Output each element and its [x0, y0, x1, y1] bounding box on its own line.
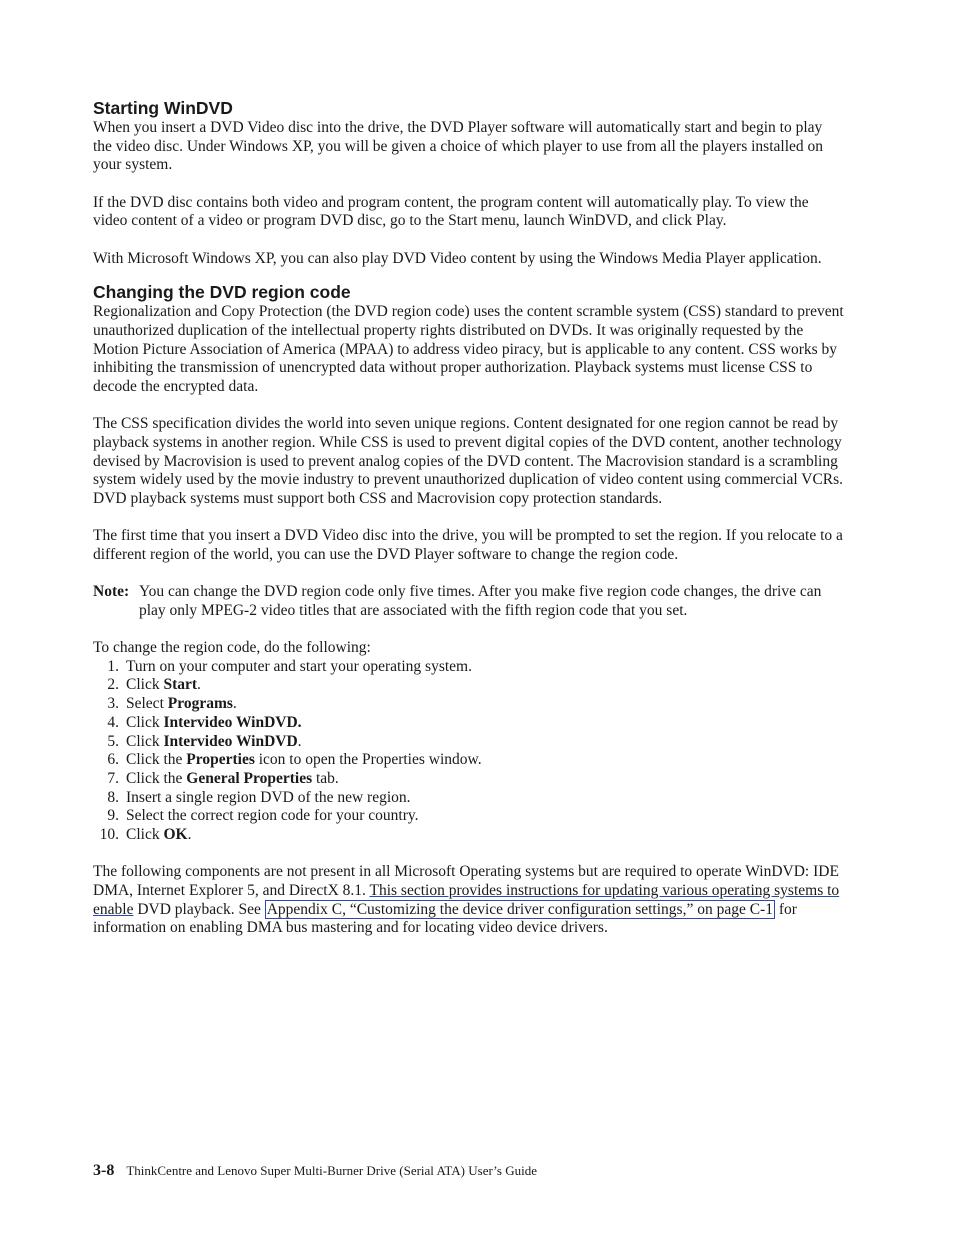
list-item: [93, 733, 845, 752]
step-number: 6.: [107, 751, 119, 769]
step-number: 4.: [107, 713, 119, 731]
step-text: Select: [126, 695, 168, 713]
note-text: You can change the DVD region code only five times. After you make five region code changes, the drive can play only MPEG-2 video titles that are associated with the fifth region code that you set.: [139, 583, 822, 619]
appendix-c-link[interactable]: Appendix C, “Customizing the device driver configuration settings,” on page C-1: [266, 900, 773, 918]
page-number: 3-8: [93, 1162, 115, 1179]
paragraph: When you insert a DVD Video disc into the drive, the DVD Player software will automatically start and begin to play the video disc. Under Windows XP, you will be given a choice of which player to use from all the players installed on your system.: [93, 119, 824, 174]
step-number: 10.: [99, 826, 119, 844]
step-number: 7.: [107, 769, 119, 787]
footer-title: ThinkCentre and Lenovo Super Multi-Burner Drive (Serial ATA) User’s Guide: [126, 1163, 537, 1178]
step-number: 3.: [107, 695, 119, 713]
steps-intro: To change the region code, do the following:: [93, 639, 371, 657]
step-bold: General Properties: [186, 769, 313, 787]
step-bold: Start: [163, 676, 198, 694]
steps-list: [93, 658, 845, 845]
step-bold: Properties: [186, 751, 255, 769]
list-item: [93, 658, 845, 677]
step-number: 1.: [107, 657, 119, 675]
list-item: [93, 826, 845, 845]
heading-starting-windvd: Starting WinDVD: [93, 98, 233, 118]
step-text: Click the: [126, 769, 187, 787]
list-item: [93, 676, 845, 695]
paragraph: The CSS specification divides the world into seven unique regions. Content designated for one region cannot be read by playback systems in another region. While CSS is used to prevent digital copies of the DVD content, another technology devised by Macrovision is used to prevent analog copies of the DVD content. The Macrovision standard is a scrambling system widely used by the movie industry to prevent unauthorized duplication of video content using commercial VCRs. DVD playback systems must support both CSS and Macrovision copy protection standards.: [93, 415, 844, 508]
note: [93, 583, 845, 620]
page-footer: [93, 1161, 537, 1181]
underlined-text: This section provides instructions for updating various operating systems to enable: [93, 882, 840, 918]
text-run: The following components are not present in all Microsoft Operating systems but are required to operate WinDVD: IDE DMA, Internet Explorer 5, and DirectX 8.1.: [93, 863, 839, 899]
note-label: Note:: [93, 583, 130, 601]
paragraph: Regionalization and Copy Protection (the DVD region code) uses the content scramble system (CSS) standard to prevent unauthorized duplication of the intellectual property rights distributed on DVDs. It was originally requested by the Motion Picture Association of America (MPAA) to address video piracy, but is applicable to any content. CSS works by inhibiting the transmission of unencrypted data without proper authorization. Playback systems must license CSS to decode the encrypted data.: [93, 303, 844, 396]
step-text: Click: [126, 676, 164, 694]
list-item: [93, 789, 845, 808]
list-item: [93, 770, 845, 789]
list-item: [93, 714, 845, 733]
paragraph-components: [93, 863, 845, 938]
paragraph: If the DVD disc contains both video and program content, the program content will automatically play. To view the video content of a video or program DVD disc, go to the Start menu, launch WinDVD, and click Play.: [93, 193, 809, 230]
step-number: 9.: [107, 807, 119, 825]
paragraph: With Microsoft Windows XP, you can also play DVD Video content by using the Windows Media Player application.: [93, 249, 822, 267]
step-text: Click: [126, 713, 164, 731]
step-text: .: [232, 695, 237, 713]
list-item: [93, 751, 845, 770]
step-text: Click: [126, 732, 164, 750]
step-text: Insert a single region DVD of the new region.: [126, 788, 411, 806]
paragraph: The first time that you insert a DVD Video disc into the drive, you will be prompted to set the region. If you relocate to a different region of the world, you can use the DVD Player software to change the region code.: [93, 527, 843, 563]
step-bold: OK: [163, 826, 188, 844]
step-text: Turn on your computer and start your operating system.: [126, 657, 472, 675]
list-item: [93, 807, 845, 826]
step-text: tab.: [312, 769, 339, 787]
step-text: .: [197, 676, 201, 694]
text-run: for information on enabling DMA bus mastering and for locating video device drivers.: [93, 900, 797, 937]
step-bold: Intervideo WinDVD: [163, 732, 298, 750]
text-run: DVD playback. See: [133, 900, 265, 918]
step-number: 8.: [107, 788, 119, 806]
step-text: Click the: [126, 751, 187, 769]
list-item: [93, 695, 845, 714]
step-text: .: [187, 826, 192, 844]
step-number: 5.: [107, 732, 119, 750]
step-text: icon to open the Properties window.: [254, 751, 482, 769]
step-text: Select the correct region code for your country.: [126, 807, 419, 825]
step-text: Click: [126, 826, 164, 844]
step-bold: Intervideo WinDVD.: [163, 713, 302, 731]
page-content: [93, 97, 845, 938]
heading-changing-region-code: Changing the DVD region code: [93, 282, 351, 303]
step-bold: Programs: [167, 695, 233, 713]
step-number: 2.: [107, 676, 119, 694]
step-text: .: [297, 732, 302, 750]
